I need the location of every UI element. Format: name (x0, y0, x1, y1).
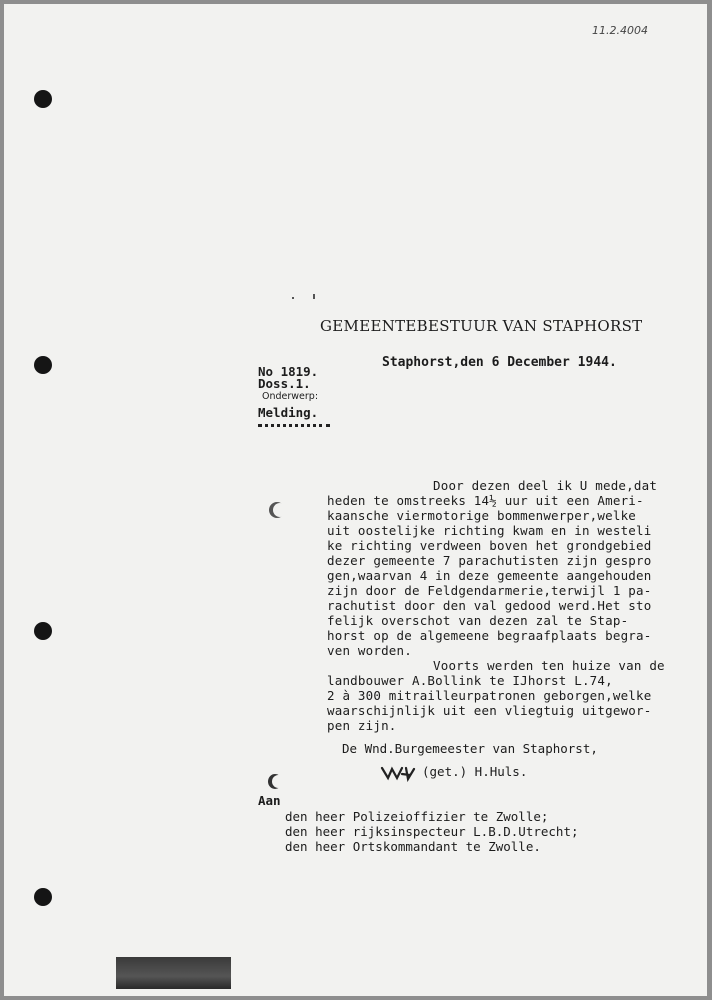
body-line: zijn door de Feldgendarmerie,terwijl 1 pa- (327, 583, 652, 598)
recipients-label: Aan (258, 793, 281, 808)
body-line: ven worden. (327, 643, 412, 658)
reference-number: No 1819. (258, 364, 319, 379)
body-line: pen zijn. (327, 718, 397, 733)
dossier-number: Doss.1. (258, 376, 311, 391)
body-line: waarschijnlijk uit een vliegtuig uitgewor- (327, 703, 652, 718)
document-page (4, 4, 707, 996)
closing: De Wnd.Burgemeester van Staphorst, (342, 741, 598, 756)
binder-clip (116, 957, 231, 989)
body-line: uit oostelijke richting kwam en in westeli (327, 523, 652, 538)
punch-hole (34, 356, 52, 374)
subject: Melding. (258, 405, 319, 420)
body-line: dezer gemeente 7 parachutisten zijn gespro (327, 553, 652, 568)
punch-hole (34, 90, 52, 108)
recipient-line: den heer Ortskommandant te Zwolle. (285, 839, 541, 854)
crescent-mark (269, 502, 285, 518)
recipient-line: den heer rijksinspecteur L.B.D.Utrecht; (285, 824, 579, 839)
body-line: felijk overschot van dezen zal te Stap- (327, 613, 629, 628)
page-speck (313, 294, 315, 299)
signature: (get.) H.Huls. (422, 764, 528, 779)
subject-underline (258, 424, 330, 427)
punch-hole (34, 888, 52, 906)
punch-hole (34, 622, 52, 640)
crescent-mark (268, 774, 282, 789)
handwritten-initials (380, 764, 418, 782)
body-line: Door dezen deel ik U mede,dat (433, 478, 658, 493)
body-line: kaansche viermotorige bommenwerper,welke (327, 508, 637, 523)
recipient-line: den heer Polizeioffizier te Zwolle; (285, 809, 549, 824)
body-line: gen,waarvan 4 in deze gemeente aangehouden (327, 568, 652, 583)
page-speck (292, 297, 294, 299)
subject-label: Onderwerp: (262, 391, 319, 402)
body-line: ke richting verdween boven het grondgebied (327, 538, 652, 553)
place-date: Staphorst,den 6 December 1944. (382, 355, 617, 370)
body-line: landbouwer A.Bollink te IJhorst L.74, (327, 673, 613, 688)
body-line: Voorts werden ten huize van de (433, 658, 665, 673)
archive-reference: 11.2.4004 (592, 24, 648, 37)
body-line: horst op de algemeene begraafplaats begra- (327, 628, 652, 643)
body-line: 2 à 300 mitrailleurpatronen geborgen,welke (327, 688, 652, 703)
body-line: rachutist door den val gedood werd.Het sto (327, 598, 652, 613)
letterhead: GEMEENTEBESTUUR VAN STAPHORST (320, 317, 643, 335)
body-line: heden te omstreeks 14½ uur uit een Ameri- (327, 493, 644, 508)
